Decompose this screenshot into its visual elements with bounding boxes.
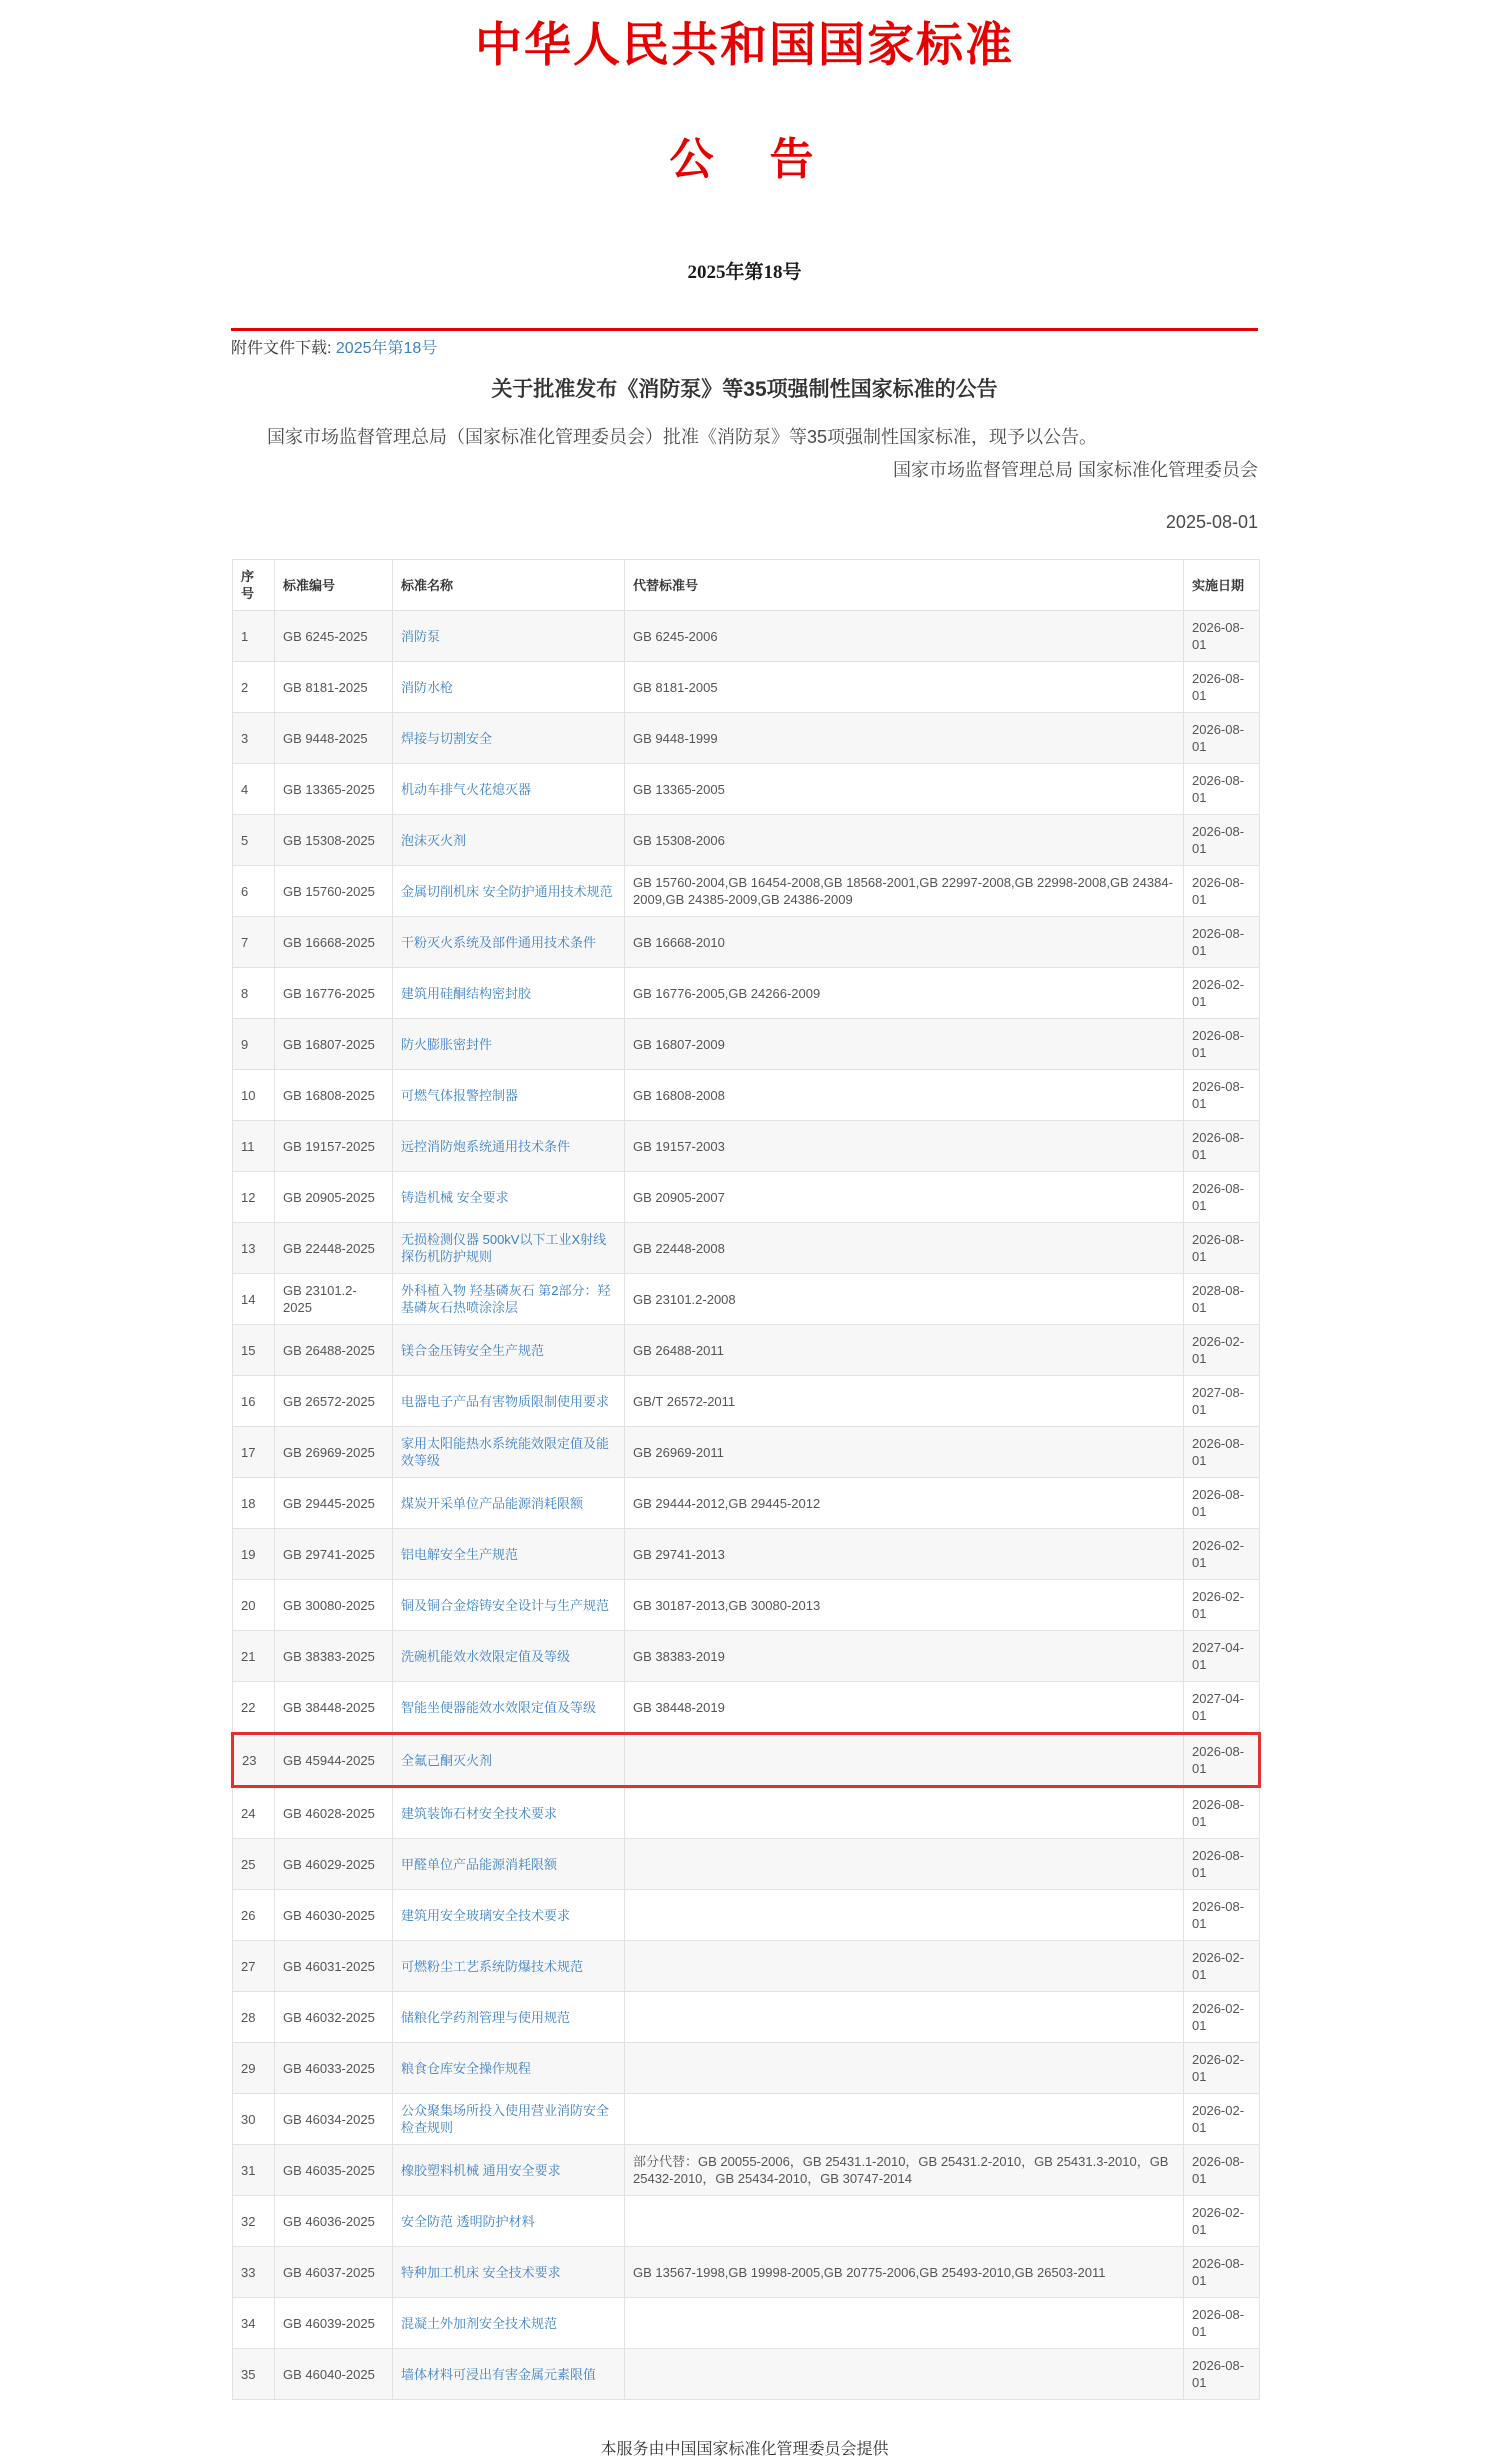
announcement-signature: 国家市场监督管理总局 国家标准化管理委员会 xyxy=(893,460,1258,480)
issue-number: 2025年第18号 xyxy=(687,262,802,283)
table-row xyxy=(233,1890,1260,1941)
cell-code: GB 46036-2025 xyxy=(275,2196,393,2247)
cell-code: GB 8181-2025 xyxy=(275,662,393,713)
cell-date: 2026-02-01 xyxy=(1184,1580,1260,1631)
standard-name-link[interactable]: 消防水枪 xyxy=(401,679,454,695)
cell-date: 2026-08-01 xyxy=(1184,815,1260,866)
cell-date: 2026-08-01 xyxy=(1184,866,1260,917)
standard-name-link[interactable]: 镁合金压铸安全生产规范 xyxy=(401,1342,545,1358)
cell-name xyxy=(393,2094,625,2145)
cell-replaces: GB 26969-2011 xyxy=(625,1427,1184,1478)
cell-replaces: GB 20905-2007 xyxy=(625,1172,1184,1223)
cell-date: 2026-02-01 xyxy=(1184,968,1260,1019)
standard-name-link[interactable]: 无损检测仪器 500kV以下工业X射线探伤机防护规则 xyxy=(401,1232,607,1264)
cell-date: 2026-08-01 xyxy=(1184,1427,1260,1478)
standard-name-link[interactable]: 铸造机械 安全要求 xyxy=(401,1189,509,1205)
cell-code: GB 46039-2025 xyxy=(275,2298,393,2349)
cell-name xyxy=(393,611,625,662)
standard-name-link[interactable]: 铝电解安全生产规范 xyxy=(401,1546,519,1562)
cell-date: 2027-08-01 xyxy=(1184,1376,1260,1427)
cell-date: 2026-02-01 xyxy=(1184,2094,1260,2145)
cell-name xyxy=(393,815,625,866)
column-header-code: 标准编号 xyxy=(275,560,393,611)
standard-name-link[interactable]: 干粉灭火系统及部件通用技术条件 xyxy=(401,934,597,950)
cell-replaces: GB 15308-2006 xyxy=(625,815,1184,866)
cell-date: 2026-08-01 xyxy=(1184,1019,1260,1070)
cell-no: 22 xyxy=(233,1682,275,1734)
cell-name xyxy=(393,662,625,713)
cell-no: 31 xyxy=(233,2145,275,2196)
table-row xyxy=(233,1580,1260,1631)
table-row xyxy=(233,1274,1260,1325)
standard-name-link[interactable]: 墙体材料可浸出有害金属元素限值 xyxy=(401,2366,597,2382)
standard-name-link[interactable]: 粮食仓库安全操作规程 xyxy=(401,2060,532,2076)
cell-no: 28 xyxy=(233,1992,275,2043)
cell-code: GB 19157-2025 xyxy=(275,1121,393,1172)
cell-date: 2026-02-01 xyxy=(1184,2196,1260,2247)
page-title: 中华人民共和国国家标准 xyxy=(475,20,1014,72)
cell-name xyxy=(393,1787,625,1839)
table-row xyxy=(233,2349,1260,2400)
table-row xyxy=(233,917,1260,968)
table-row xyxy=(233,1427,1260,1478)
table-header-row xyxy=(233,560,1260,611)
table-row xyxy=(233,815,1260,866)
cell-name xyxy=(393,713,625,764)
table-row xyxy=(233,1376,1260,1427)
cell-replaces: GB 23101.2-2008 xyxy=(625,1274,1184,1325)
column-header-no: 序号 xyxy=(233,560,275,611)
cell-replaces: GB 38448-2019 xyxy=(625,1682,1184,1734)
table-row xyxy=(233,2196,1260,2247)
cell-replaces: GB 8181-2005 xyxy=(625,662,1184,713)
cell-no: 5 xyxy=(233,815,275,866)
cell-name xyxy=(393,1631,625,1682)
cell-name xyxy=(393,917,625,968)
cell-no: 3 xyxy=(233,713,275,764)
cell-no: 32 xyxy=(233,2196,275,2247)
standard-name-link[interactable]: 泡沫灭火剂 xyxy=(401,832,467,848)
cell-no: 20 xyxy=(233,1580,275,1631)
cell-no: 15 xyxy=(233,1325,275,1376)
cell-date: 2026-08-01 xyxy=(1184,2145,1260,2196)
standard-name-link[interactable]: 安全防范 透明防护材料 xyxy=(401,2213,535,2229)
cell-no: 29 xyxy=(233,2043,275,2094)
cell-date: 2026-02-01 xyxy=(1184,1992,1260,2043)
cell-no: 14 xyxy=(233,1274,275,1325)
cell-replaces: GB 22448-2008 xyxy=(625,1223,1184,1274)
cell-date: 2026-08-01 xyxy=(1184,1839,1260,1890)
cell-no: 25 xyxy=(233,1839,275,1890)
cell-name xyxy=(393,2247,625,2298)
column-header-date: 实施日期 xyxy=(1184,560,1260,611)
cell-name xyxy=(393,764,625,815)
cell-name xyxy=(393,1682,625,1734)
standard-name-link[interactable]: 混凝土外加剂安全技术规范 xyxy=(401,2315,558,2331)
cell-code: GB 22448-2025 xyxy=(275,1223,393,1274)
cell-date: 2026-08-01 xyxy=(1184,1172,1260,1223)
standard-name-link[interactable]: 全氟己酮灭火剂 xyxy=(401,1752,493,1768)
cell-date: 2027-04-01 xyxy=(1184,1682,1260,1734)
cell-no: 33 xyxy=(233,2247,275,2298)
cell-name xyxy=(393,1839,625,1890)
cell-no: 17 xyxy=(233,1427,275,1478)
cell-no: 16 xyxy=(233,1376,275,1427)
cell-no: 24 xyxy=(233,1787,275,1839)
standard-name-link[interactable]: 可燃气体报警控制器 xyxy=(401,1087,519,1103)
cell-replaces: GB 30187-2013,GB 30080-2013 xyxy=(625,1580,1184,1631)
cell-no: 13 xyxy=(233,1223,275,1274)
cell-replaces: GB 29741-2013 xyxy=(625,1529,1184,1580)
page-footer: 本服务由中国国家标准化管理委员会提供 xyxy=(600,2441,889,2458)
cell-replaces xyxy=(625,2043,1184,2094)
cell-date: 2026-08-01 xyxy=(1184,2247,1260,2298)
cell-replaces: GB 13365-2005 xyxy=(625,764,1184,815)
cell-code: GB 26969-2025 xyxy=(275,1427,393,1478)
cell-replaces: GB/T 26572-2011 xyxy=(625,1376,1184,1427)
page-content xyxy=(231,0,1258,2460)
cell-replaces xyxy=(625,1734,1184,1787)
standard-name-link[interactable]: 甲醛单位产品能源消耗限额 xyxy=(401,1856,558,1872)
document-header xyxy=(231,20,1258,284)
announcement-heading: 关于批准发布《消防泵》等35项强制性国家标准的公告 xyxy=(491,378,998,401)
standard-name-link[interactable]: 电器电子产品有害物质限制使用要求 xyxy=(401,1393,610,1409)
cell-no: 11 xyxy=(233,1121,275,1172)
cell-name xyxy=(393,1274,625,1325)
cell-no: 23 xyxy=(233,1734,275,1787)
standards-table xyxy=(231,559,1261,2400)
cell-code: GB 38383-2025 xyxy=(275,1631,393,1682)
table-row xyxy=(233,1839,1260,1890)
cell-code: GB 46031-2025 xyxy=(275,1941,393,1992)
standard-name-link[interactable]: 消防泵 xyxy=(401,628,441,644)
cell-date: 2026-08-01 xyxy=(1184,2349,1260,2400)
standard-name-link[interactable]: 外科植入物 羟基磷灰石 第2部分：羟基磷灰石热喷涂涂层 xyxy=(401,1283,611,1315)
cell-code: GB 45944-2025 xyxy=(275,1734,393,1787)
cell-replaces xyxy=(625,1839,1184,1890)
cell-name xyxy=(393,2043,625,2094)
standard-name-link[interactable]: 铜及铜合金熔铸安全设计与生产规范 xyxy=(401,1597,610,1613)
cell-code: GB 46033-2025 xyxy=(275,2043,393,2094)
cell-replaces: GB 38383-2019 xyxy=(625,1631,1184,1682)
cell-no: 27 xyxy=(233,1941,275,1992)
cell-replaces xyxy=(625,2196,1184,2247)
cell-replaces: GB 16776-2005,GB 24266-2009 xyxy=(625,968,1184,1019)
cell-name xyxy=(393,2145,625,2196)
announcement-body: 国家市场监督管理总局（国家标准化管理委员会）批准《消防泵》等35项强制性国家标准，现予以公告。 xyxy=(267,427,1098,447)
table-row xyxy=(233,1172,1260,1223)
cell-date: 2026-08-01 xyxy=(1184,1478,1260,1529)
cell-replaces: GB 15760-2004,GB 16454-2008,GB 18568-2001,GB 22997-2008,GB 22998-2008,GB 24384-2009,GB 24385-2009,GB 24386-2009 xyxy=(625,866,1184,917)
cell-name xyxy=(393,2349,625,2400)
cell-name xyxy=(393,1325,625,1376)
cell-code: GB 46040-2025 xyxy=(275,2349,393,2400)
table-row xyxy=(233,2094,1260,2145)
cell-name xyxy=(393,1172,625,1223)
standard-name-link[interactable]: 建筑装饰石材安全技术要求 xyxy=(401,1805,558,1821)
standard-name-link[interactable]: 煤炭开采单位产品能源消耗限额 xyxy=(401,1495,584,1511)
cell-code: GB 46029-2025 xyxy=(275,1839,393,1890)
cell-no: 10 xyxy=(233,1070,275,1121)
cell-name xyxy=(393,1890,625,1941)
standard-name-link[interactable]: 远控消防炮系统通用技术条件 xyxy=(401,1138,571,1154)
cell-name xyxy=(393,1478,625,1529)
cell-replaces: GB 29444-2012,GB 29445-2012 xyxy=(625,1478,1184,1529)
table-row xyxy=(233,1019,1260,1070)
cell-date: 2026-08-01 xyxy=(1184,764,1260,815)
cell-code: GB 26488-2025 xyxy=(275,1325,393,1376)
table-row xyxy=(233,2247,1260,2298)
table-row xyxy=(233,1121,1260,1172)
cell-no: 35 xyxy=(233,2349,275,2400)
standard-name-link[interactable]: 家用太阳能热水系统能效限定值及能效等级 xyxy=(401,1436,610,1468)
table-row xyxy=(233,1070,1260,1121)
table-row xyxy=(233,764,1260,815)
cell-no: 19 xyxy=(233,1529,275,1580)
cell-replaces xyxy=(625,2298,1184,2349)
cell-name xyxy=(393,1223,625,1274)
standard-name-link[interactable]: 机动车排气火花熄灭器 xyxy=(401,781,532,797)
cell-date: 2026-08-01 xyxy=(1184,1734,1260,1787)
table-row xyxy=(233,1631,1260,1682)
cell-date: 2026-08-01 xyxy=(1184,662,1260,713)
table-row xyxy=(233,1992,1260,2043)
cell-replaces xyxy=(625,1787,1184,1839)
cell-replaces: GB 16807-2009 xyxy=(625,1019,1184,1070)
cell-code: GB 29445-2025 xyxy=(275,1478,393,1529)
cell-name xyxy=(393,1121,625,1172)
table-row xyxy=(233,662,1260,713)
cell-code: GB 30080-2025 xyxy=(275,1580,393,1631)
attachment-download-link[interactable]: 2025年第18号 xyxy=(335,340,438,357)
cell-replaces: GB 9448-1999 xyxy=(625,713,1184,764)
cell-replaces: GB 16668-2010 xyxy=(625,917,1184,968)
column-header-replaces: 代替标准号 xyxy=(625,560,1184,611)
cell-no: 6 xyxy=(233,866,275,917)
cell-name xyxy=(393,2298,625,2349)
cell-date: 2026-08-01 xyxy=(1184,713,1260,764)
cell-date: 2026-02-01 xyxy=(1184,2043,1260,2094)
cell-date: 2026-08-01 xyxy=(1184,917,1260,968)
standard-name-link[interactable]: 防火膨胀密封件 xyxy=(401,1036,493,1052)
column-header-name: 标准名称 xyxy=(393,560,625,611)
table-row xyxy=(233,1223,1260,1274)
standard-name-link[interactable]: 建筑用安全玻璃安全技术要求 xyxy=(401,1907,571,1923)
standard-name-link[interactable]: 智能坐便器能效水效限定值及等级 xyxy=(401,1699,597,1715)
cell-code: GB 46035-2025 xyxy=(275,2145,393,2196)
cell-no: 21 xyxy=(233,1631,275,1682)
cell-replaces xyxy=(625,2349,1184,2400)
standard-name-link[interactable]: 建筑用硅酮结构密封胶 xyxy=(401,985,532,1001)
cell-code: GB 46034-2025 xyxy=(275,2094,393,2145)
cell-name xyxy=(393,1992,625,2043)
standard-name-link[interactable]: 特种加工机床 安全技术要求 xyxy=(401,2264,561,2280)
cell-code: GB 46032-2025 xyxy=(275,1992,393,2043)
attachment-label: 附件文件下载: xyxy=(231,340,332,357)
cell-date: 2028-08-01 xyxy=(1184,1274,1260,1325)
table-row xyxy=(233,968,1260,1019)
cell-code: GB 46030-2025 xyxy=(275,1890,393,1941)
cell-replaces xyxy=(625,1992,1184,2043)
cell-name xyxy=(393,1580,625,1631)
red-divider xyxy=(231,328,1258,331)
cell-name xyxy=(393,1734,625,1787)
cell-replaces: 部分代替：GB 20055-2006，GB 25431.1-2010，GB 25431.2-2010，GB 25431.3-2010，GB 25432-2010，GB 25434-2010，GB 30747-2014 xyxy=(625,2145,1184,2196)
cell-code: GB 16808-2025 xyxy=(275,1070,393,1121)
standard-name-link[interactable]: 焊接与切割安全 xyxy=(401,730,493,746)
table-row xyxy=(233,1682,1260,1734)
cell-name xyxy=(393,1941,625,1992)
cell-name xyxy=(393,1376,625,1427)
cell-replaces: GB 26488-2011 xyxy=(625,1325,1184,1376)
cell-replaces: GB 19157-2003 xyxy=(625,1121,1184,1172)
cell-code: GB 23101.2-2025 xyxy=(275,1274,393,1325)
cell-code: GB 20905-2025 xyxy=(275,1172,393,1223)
cell-code: GB 16807-2025 xyxy=(275,1019,393,1070)
cell-no: 30 xyxy=(233,2094,275,2145)
table-row xyxy=(233,1529,1260,1580)
cell-code: GB 6245-2025 xyxy=(275,611,393,662)
cell-date: 2026-08-01 xyxy=(1184,2298,1260,2349)
table-row xyxy=(233,1325,1260,1376)
standard-name-link[interactable]: 公众聚集场所投入使用营业消防安全检查规则 xyxy=(401,2103,610,2135)
table-row xyxy=(233,611,1260,662)
cell-no: 18 xyxy=(233,1478,275,1529)
cell-no: 2 xyxy=(233,662,275,713)
page-subtitle: 公 告 xyxy=(669,135,820,184)
cell-code: GB 9448-2025 xyxy=(275,713,393,764)
table-row xyxy=(233,1478,1260,1529)
cell-code: GB 46037-2025 xyxy=(275,2247,393,2298)
standard-name-link[interactable]: 洗碗机能效水效限定值及等级 xyxy=(401,1648,571,1664)
cell-date: 2026-02-01 xyxy=(1184,1325,1260,1376)
cell-date: 2026-08-01 xyxy=(1184,1223,1260,1274)
cell-no: 1 xyxy=(233,611,275,662)
table-row xyxy=(233,2043,1260,2094)
standard-name-link[interactable]: 金属切削机床 安全防护通用技术规范 xyxy=(401,883,613,899)
cell-code: GB 46028-2025 xyxy=(275,1787,393,1839)
cell-name xyxy=(393,968,625,1019)
cell-code: GB 13365-2025 xyxy=(275,764,393,815)
cell-replaces xyxy=(625,1941,1184,1992)
cell-date: 2026-02-01 xyxy=(1184,1529,1260,1580)
cell-no: 4 xyxy=(233,764,275,815)
cell-replaces: GB 16808-2008 xyxy=(625,1070,1184,1121)
table-row xyxy=(233,1941,1260,1992)
cell-date: 2026-08-01 xyxy=(1184,1890,1260,1941)
table-row xyxy=(233,1787,1260,1839)
cell-code: GB 38448-2025 xyxy=(275,1682,393,1734)
standard-name-link[interactable]: 可燃粉尘工艺系统防爆技术规范 xyxy=(401,1958,584,1974)
cell-name xyxy=(393,866,625,917)
attachment-bar xyxy=(231,339,1258,359)
cell-date: 2026-08-01 xyxy=(1184,1070,1260,1121)
cell-date: 2026-02-01 xyxy=(1184,1941,1260,1992)
table-row xyxy=(233,2145,1260,2196)
cell-replaces: GB 6245-2006 xyxy=(625,611,1184,662)
cell-name xyxy=(393,1070,625,1121)
cell-no: 8 xyxy=(233,968,275,1019)
cell-date: 2026-08-01 xyxy=(1184,611,1260,662)
standard-name-link[interactable]: 储粮化学药剂管理与使用规范 xyxy=(401,2009,571,2025)
cell-replaces xyxy=(625,2094,1184,2145)
cell-name xyxy=(393,2196,625,2247)
cell-replaces xyxy=(625,1890,1184,1941)
table-row xyxy=(233,2298,1260,2349)
cell-date: 2026-08-01 xyxy=(1184,1787,1260,1839)
standards-table-body xyxy=(233,611,1260,2400)
cell-no: 12 xyxy=(233,1172,275,1223)
cell-code: GB 16668-2025 xyxy=(275,917,393,968)
table-row xyxy=(233,866,1260,917)
cell-date: 2027-04-01 xyxy=(1184,1631,1260,1682)
cell-date: 2026-08-01 xyxy=(1184,1121,1260,1172)
table-row xyxy=(233,1734,1260,1787)
table-row xyxy=(233,713,1260,764)
standard-name-link[interactable]: 橡胶塑料机械 通用安全要求 xyxy=(401,2162,561,2178)
cell-name xyxy=(393,1427,625,1478)
cell-name xyxy=(393,1019,625,1070)
cell-no: 26 xyxy=(233,1890,275,1941)
cell-code: GB 15308-2025 xyxy=(275,815,393,866)
cell-no: 7 xyxy=(233,917,275,968)
cell-no: 34 xyxy=(233,2298,275,2349)
cell-name xyxy=(393,1529,625,1580)
cell-no: 9 xyxy=(233,1019,275,1070)
cell-code: GB 15760-2025 xyxy=(275,866,393,917)
cell-code: GB 16776-2025 xyxy=(275,968,393,1019)
cell-code: GB 26572-2025 xyxy=(275,1376,393,1427)
cell-code: GB 29741-2025 xyxy=(275,1529,393,1580)
cell-replaces: GB 13567-1998,GB 19998-2005,GB 20775-2006,GB 25493-2010,GB 26503-2011 xyxy=(625,2247,1184,2298)
announcement-date: 2025-08-01 xyxy=(1165,512,1258,532)
